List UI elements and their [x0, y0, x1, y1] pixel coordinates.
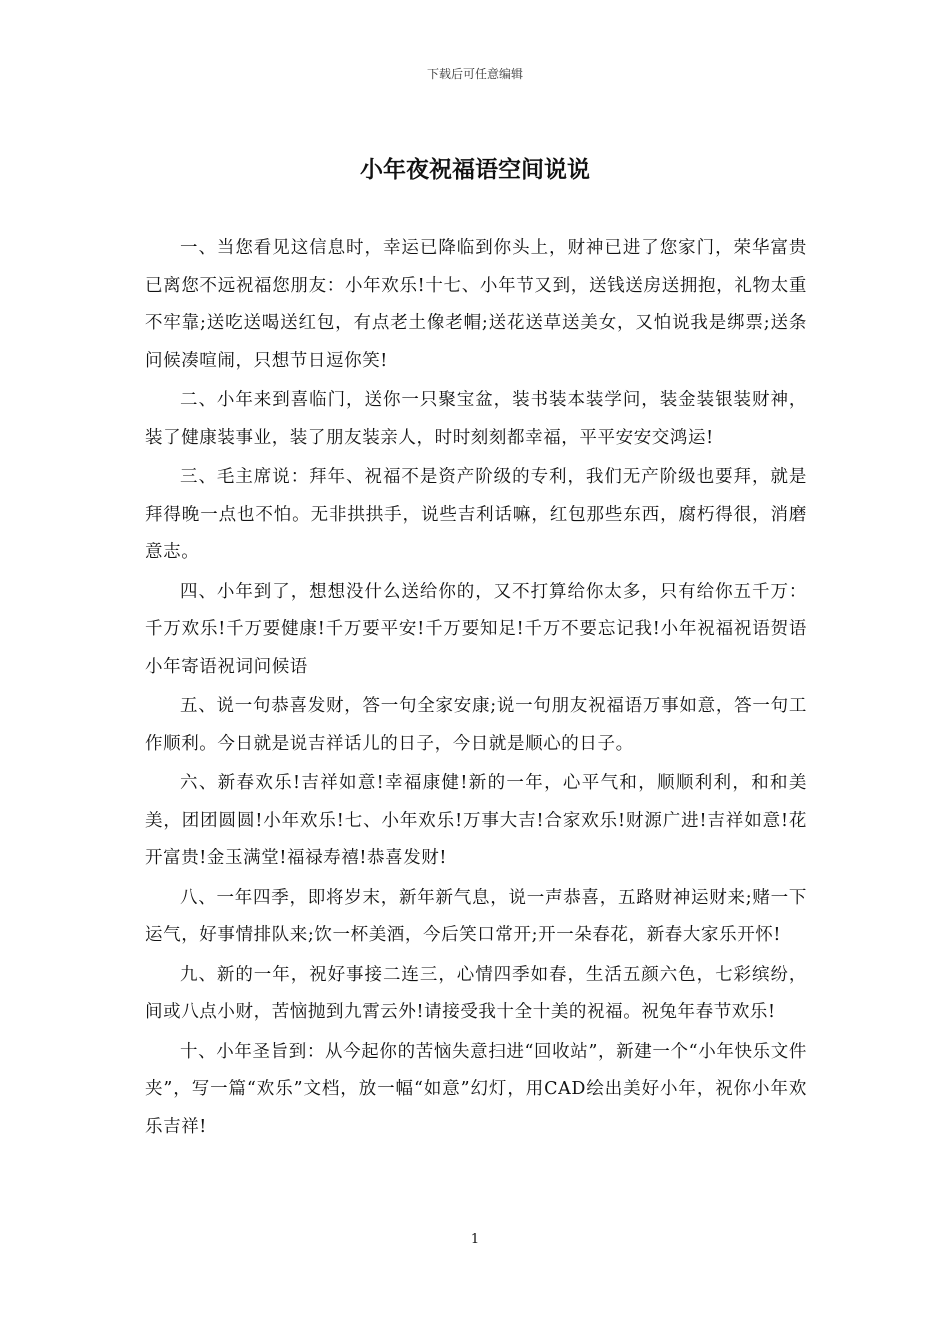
paragraph-1: 一、当您看见这信息时，幸运已降临到你头上，财神已进了您家门，荣华富贵已离您不远祝福您朋友：小年欢乐!十七、小年节又到，送钱送房送拥抱，礼物太重不牢靠;送吃送喝送红包，有点老土像老帽;送花送草送美女，又怕说我是绑票;送条问候凑喧闹，只想节日逗你笑!	[145, 238, 807, 371]
page-number: 1	[470, 1232, 480, 1247]
paragraph-4: 四、小年到了，想想没什么送给你的，又不打算给你太多，只有给你五千万：千万欢乐!千万要健康!千万要平安!千万要知足!千万不要忘记我!小年祝福祝语贺语小年寄语祝词问候语	[145, 581, 807, 677]
paragraph-9: 十、小年圣旨到：从今起你的苦恼失意扫进“回收站”，新建一个“小年快乐文件夹”，写一篇“欢乐”文档，放一幅“如意”幻灯，用CAD绘出美好小年，祝你小年欢乐吉祥!	[145, 1041, 807, 1137]
paragraph-8: 九、新的一年，祝好事接二连三，心情四季如春，生活五颜六色，七彩缤纷，间或八点小财，苦恼抛到九霄云外!请接受我十全十美的祝福。祝兔年春节欢乐!	[145, 964, 807, 1022]
paragraph-6: 六、新春欢乐!吉祥如意!幸福康健!新的一年，心平气和，顺顺利利，和和美美，团团圆圆!小年欢乐!七、小年欢乐!万事大吉!合家欢乐!财源广进!吉祥如意!花开富贵!金玉满堂!福禄寿禧!恭喜发财!	[145, 773, 807, 868]
paragraph-3: 三、毛主席说：拜年、祝福不是资产阶级的专利，我们无产阶级也要拜，就是拜得晚一点也不怕。无非拱拱手，说些吉利话嘛，红包那些东西，腐朽得很，消磨意志。	[145, 467, 807, 562]
paragraph-7: 八、一年四季，即将岁末，新年新气息，说一声恭喜，五路财神运财来;赌一下运气，好事情排队来;饮一杯美酒，今后笑口常开;开一朵春花，新春大家乐开怀!	[145, 887, 807, 945]
page-header-note: 下载后可任意编辑	[426, 67, 523, 81]
document-title: 小年夜祝福语空间说说	[360, 156, 590, 183]
paragraph-5: 五、说一句恭喜发财，答一句全家安康;说一句朋友祝福语万事如意，答一句工作顺利。今日就是说吉祥话儿的日子，今日就是顺心的日子。	[145, 696, 807, 754]
document-body	[145, 230, 807, 1148]
paragraph-2: 二、小年来到喜临门，送你一只聚宝盆，装书装本装学问，装金装银装财神，装了健康装事业，装了朋友装亲人，时时刻刻都幸福，平平安安交鸿运!	[145, 390, 807, 448]
